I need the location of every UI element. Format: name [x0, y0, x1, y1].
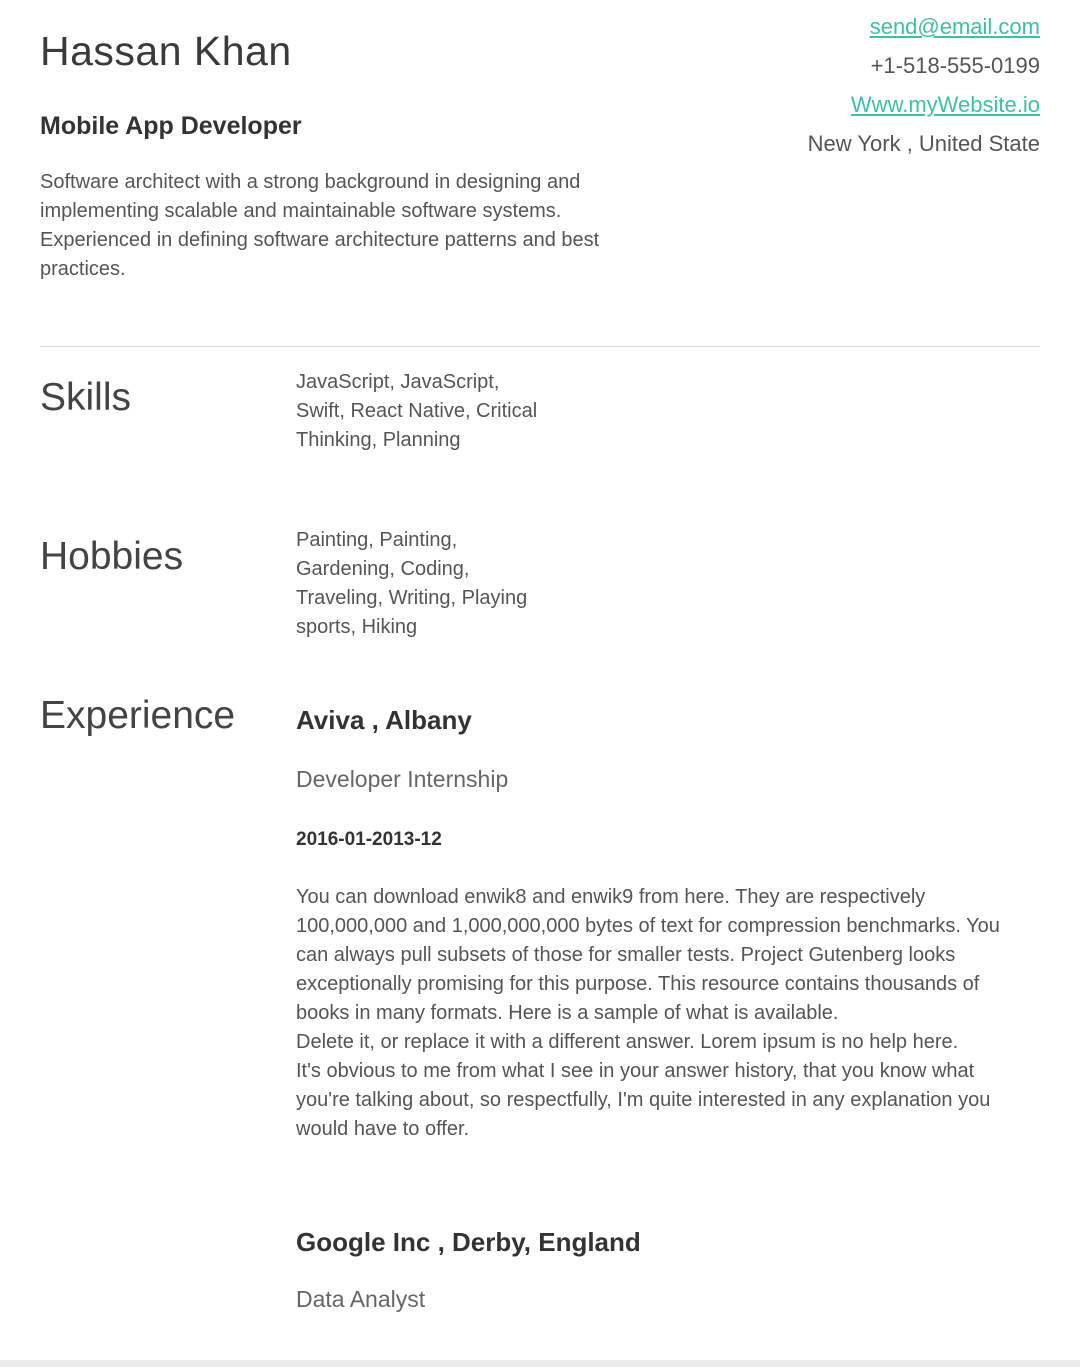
email-link[interactable]: send@email.com [869, 14, 1040, 39]
company-name: Google Inc , Derby, England [296, 1227, 641, 1257]
company-name: Aviva , Albany [296, 705, 472, 735]
description-paragraph: It's obvious to me from what I see in your answer history, that you know what you're talking about, so respectfully, I'm quite interested in any explanation you would have to offer. [296, 1060, 991, 1140]
job-description [296, 883, 1001, 1144]
location-text: New York , United State [807, 131, 1040, 156]
website-link[interactable]: Www.myWebsite.io [850, 92, 1040, 117]
section-divider [40, 346, 1040, 347]
phone-number: +1-518-555-0199 [870, 53, 1040, 78]
experience-heading: Experience [40, 694, 236, 737]
contact-block [808, 12, 1040, 168]
candidate-name: Hassan Khan [40, 28, 292, 74]
skills-list: JavaScript, JavaScript, Swift, React Native, Critical Thinking, Planning [296, 371, 538, 451]
job-role: Data Analyst [296, 1286, 426, 1312]
job-title: Mobile App Developer [40, 112, 302, 140]
description-paragraph: Delete it, or replace it with a different answer. Lorem ipsum is no help here. [296, 1031, 959, 1053]
page-bottom-edge [0, 1360, 1080, 1367]
profile-summary: Software architect with a strong background in designing and implementing scalable and maintainable software systems. Experienced in defining software architecture patterns and best practices. [40, 171, 600, 280]
skills-heading: Skills [40, 376, 132, 419]
job-role: Developer Internship [296, 766, 509, 792]
hobbies-list: Painting, Painting, Gardening, Coding, Traveling, Writing, Playing sports, Hiking [296, 529, 528, 638]
job-dates: 2016-01-2013-12 [296, 829, 442, 850]
description-paragraph: You can download enwik8 and enwik9 from here. They are respectively 100,000,000 and 1,000,000,000 bytes of text for compression benchmarks. You can always pull subsets of those for smaller tests. Project Gutenberg looks exceptionally promising for this purpose. This resource contains thousands of books in many formats. Here is a sample of what is available. [296, 886, 1000, 1024]
hobbies-heading: Hobbies [40, 535, 184, 578]
